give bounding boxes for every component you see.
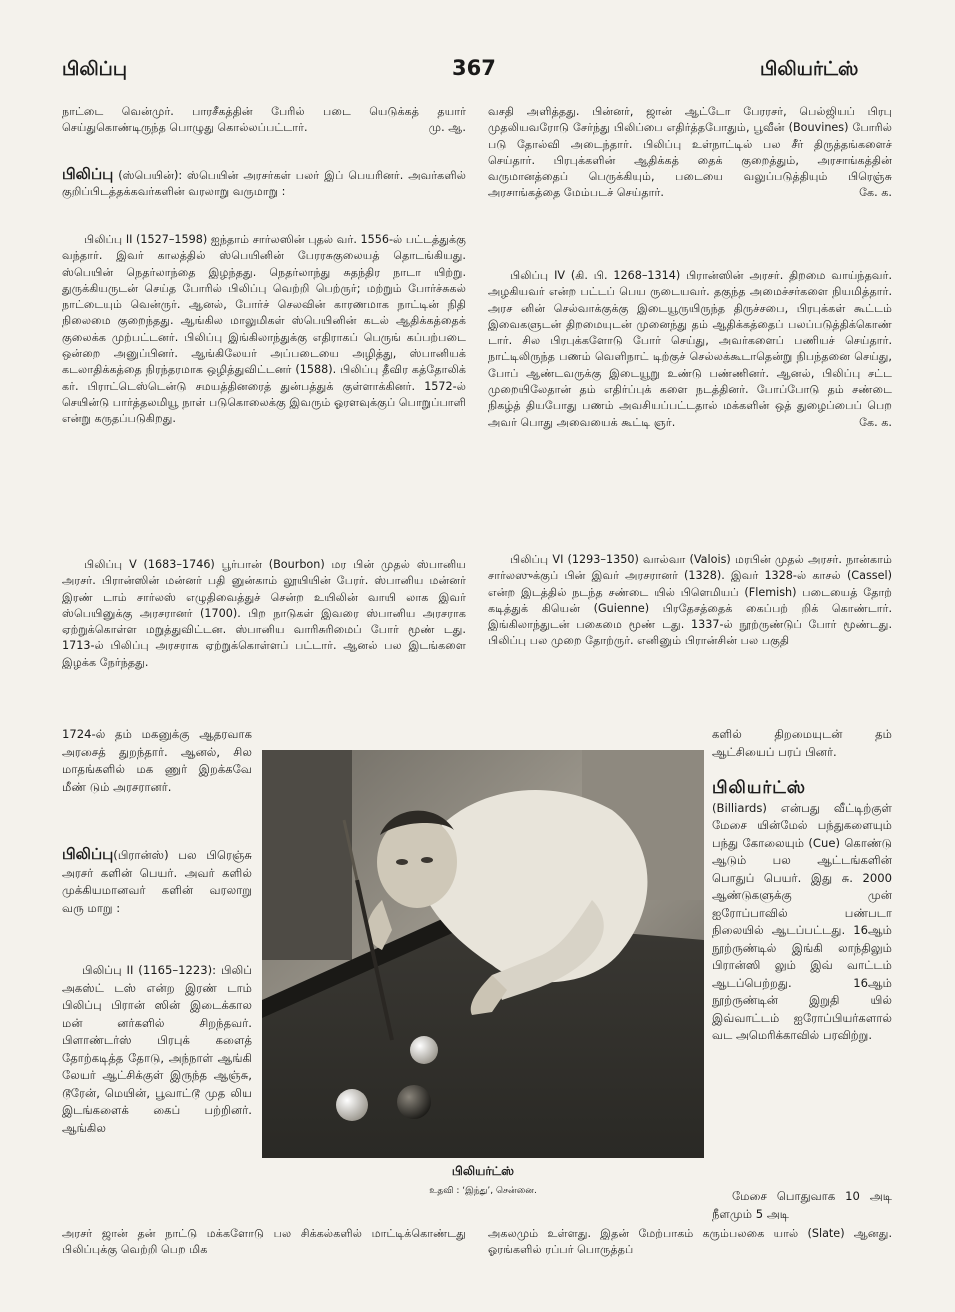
entry-philip-iv-france <box>488 268 892 431</box>
entry-text: பிலிப்பு II (1165–1223): பிலிப் அகஸ்ட் டஸ் என்ற இரண் டாம் பிலிப்பு பிரான் ஸின் இடைக்கால மன் னர்களில் சிறந்தவர். பிளாண்டர்ஸ் பிரபுக் களைத் தோற்கடித்த தோடு, அந்நாள் ஆங்கி லேயர் ஆட்சிக்குள் இருந்த ஆஞ்சு, டூரேன், மெயின், பூவாட்டூ முத லிய இடங்களைக் கைப் பற்றினர். ஆங்கில <box>62 963 252 1135</box>
entry-text: வசதி அளித்தது. பின்னர், ஜான் ஆட்டோ பேரரசர், பெல்ஜியப் பிரபு முதலியவரோடு சேர்ந்து பிலிப்பை எதிர்த்தபோதும், பூவீன் (Bouvines) போரில் படு தோல்வி அடைந்தார். பிலிப்பு உள்நாட்டில் பல சீர் திருத்தங்களைச் செய்தார். பிரபுக்களின் ஆதிக்கத் தைக் குறைத்தும், அரசாங்கத்தின் வருமானத்தைப் பெருக்கியும், படையை வலுப்படுத்தியும் பிரெஞ்சு அரசாங்கத்தை மேம்படச் செய்தார். <box>488 105 892 200</box>
entry-text: (Billiards) என்பது வீட்டிற்குள் மேசை யின்மேல் பந்துகளையும் பந்து கோலையும் (Cue) கொண்டு ஆடும் பல ஆட்டங்களின் பொதுப் பெயர். இது சு. 2000 ஆண்டுகளுக்கு முன் ஐரோப்பாவில் பண்படா நிலையில் ஆடப்பட்டது. 16ஆம் நூற்ருண்டில் இங்கி லாந்திலும் பிரான்ஸி லும் இவ் வாட்டம் ஆடப்பெற்றது. 16ஆம் நூற்ருண்டின் இறுதி யில் இவ்வாட்டம் ஐரோப்பியர்களால் வட அமெரிக்காவில் பரவிற்று. <box>712 800 892 1042</box>
entry-text: அகலமும் உள்ளது. இதன் மேற்பாகம் கரும்பலகை யால் (Slate) ஆனது. ஓரங்களில் ரப்பர் பொருத்தப் <box>488 1227 892 1257</box>
billiards-player-illustration <box>262 750 704 1158</box>
entry-text: பிலிப்பு V (1683–1746) பூர்பான் (Bourbon) மர பின் முதல் ஸ்பானிய அரசர். பிரான்ஸின் மன்னர் பதி னுன்காம் லூயியின் பேரர். ஸ்பானிய மன்னர் இரண் டாம் சார்லஸ் எழுதிவைத்துச் சென்ற உயிலின் வாயி லாக இவர் ஸ்பெயினுக்கு அரசரானர் (1700). பிற நாடுகள் இவரை ஸ்பானிய அரசராக ஏற்றுக்கொள்ள மறுத்துவிட்டன. ஸ்பானிய வாரிசுரிமைப் போர் மூண் டது. 1713-ல் பிலிப்பு அரசராக ஏற்றுக்கொள்ளப் பட்டார். ஆனல் பல இடங்களை இழக்க நேர்ந்தது. <box>62 558 466 669</box>
entry-billiards <box>712 780 892 1045</box>
figure-caption: பிலியர்ட்ஸ் <box>451 1164 515 1178</box>
billiards-photograph <box>262 750 704 1158</box>
entry-text: பிலிப்பு IV (கி. பி. 1268–1314) பிரான்ஸின் அரசர். திறமை வாய்ந்தவர். அழகியவர் என்ற பட்டப் பெய ருடையவர். தகுந்த அமைச்சர்களை நியமித்தார். அரச னின் செல்வாக்குக்கு இடையூருயிருந்த திருச்சபை, பிரபுக்கள் கூட்டம் இவைகளுடன் திறமையுடன் முனைந்து தம் ஆதிக்கத்தைப் பலப்படுத்திக்கொண் டார். சில பிரபுக்களோடு போர் செய்து, அவர்களைப் பணியச் செய்தார். நாட்டிலிருந்த பணம் வெளிநாட் டிற்குச் செல்லக்கூடாதென்று நிபந்தனை செய்து, போப் ஆண்டவருக்கு இடையூறு உண்டு பண்ணினர். ஆனல், பிலிப்பு சட்ட முறையிலேதான் தம் எதிர்ப்புக் களை நடத்தினர். போப்போடு தம் சண்டை நிகழ்த் தியபோது பணம் அவசியப்பட்டதால் மக்களின் ஒத் துழைப்பைப் பெற அவர் பொது அவையைக் கூட்டி ஞர். <box>488 269 892 429</box>
entry-philip-v-spain-cont <box>62 726 252 796</box>
entry-billiards-table <box>712 1188 892 1223</box>
entry-subheading: (பிரான்ஸ்) <box>113 848 169 862</box>
author-initials: கே. க. <box>859 186 892 200</box>
running-head-right: பிலியர்ட்ஸ் <box>760 58 859 80</box>
entry-philip-ii-france-bottom <box>62 1226 466 1259</box>
entry-heading: பிலிப்பு <box>62 845 114 863</box>
entry-philip-spain <box>62 166 466 201</box>
entry-philip-vi-france-cont <box>712 726 892 761</box>
entry-philip-vi-france <box>488 552 892 650</box>
entry-text: பிலிப்பு VI (1293–1350) வால்வா (Valois) மரபின் முதல் அரசர். நான்காம் சார்லஸுக்குப் பின் இவர் அரசரானர் (1328). இவர் 1328-ல் காசல் (Cassel) என்ற இடத்தில் நடந்த சண்டை யில் பிளெமியப் (Flemish) படையைத் தோற் கடித்துக் கியென் (Guienne) பிரதேசத்தைக் கைப்பற் றிக் கொண்டார். இங்கிலாந்துடன் பகைமை மூண் டது. 1337-ல் நூற்ருண்டுப் போர் மூண்டது. பிலிப்பு பல முறை தோற்ருர். எனினும் பிரான்சின் பல பகுதி <box>488 553 892 648</box>
entry-text: 1724-ல் தம் மகனுக்கு ஆதரவாக அரசைத் துறந்தார். ஆனல், சில மாதங்களில் மக ணுர் இறக்கவே மீண் டும் அரசரானர். <box>62 727 252 794</box>
entry-text: களில் திறமையுடன் தம் ஆட்சியைப் பரப் பினர். <box>712 727 892 759</box>
entry-text: பிலிப்பு II (1527–1598) ஐந்தாம் சார்லஸின் புதல் வர். 1556-ல் பட்டத்துக்கு வந்தார். இவர் காலத்தில் ஸ்பெயினின் பேரரசுகுலையத் தொடங்கியது. ஸ்பெயின் நெதர்லாந்தை இழந்தது. நெதர்லாந்து சுதந்திர நாடா யிற்று. துருக்கியருடன் செய்த போரில் பிலிப்பு வெற்றி பெற்ருர்; மற்றும் போர்ச்சுகல் நாட்டையும் வென்ருர். ஆனல், போர்ச் செலவின் காரணமாக நாட்டின் நிதி நிலைமை குறைந்தது. ஆங்கில மாலுமிகள் ஸ்பெயினின் கடல் ஆதிக்கத்தைக் குலைக்க முற்பட்டனர். பிலிப்பு இங்கிலாந்துக்கு எதிராகப் பெருங் கப்பற்படை ஒன்றை அனுப்பினர். ஆங்கிலேயர் அப்படையை அழித்து, ஸ்பானியக் கடலாதிக்கத்தை நிரந்தரமாக ஒழித்துவிட்டனர் (1588). பிலிப்பு தீவிர கத்தோலிக் கர். பிராட்டெஸ்டென்டு சமயத்தினரைத் துன்பத்துக் குள்ளாக்கினர். 1572-ல் செயின்டு பார்த்தலமியூ நாள் படுகொலைக்கு இவரும் ஓரளவுக்குப் பொறுப்பாளி என்று கருதப்படுகிறது. <box>62 233 466 426</box>
entry-continuation <box>62 104 466 137</box>
entry-philip-ii-spain <box>62 232 466 428</box>
entry-philip-ii-france <box>62 962 252 1137</box>
running-head-left: பிலிப்பு <box>62 58 127 80</box>
entry-text: அரசர் ஜான் தன் நாட்டு மக்களோடு பல சிக்கல்களில் மாட்டிக்கொண்டது பிலிப்புக்கு வெற்றி பெற மிக <box>62 1227 466 1257</box>
author-initials: கே. க. <box>859 415 892 429</box>
entry-philip-ii-france-cont <box>488 104 892 202</box>
entry-heading: பிலிப்பு <box>62 165 114 183</box>
entry-philip-france <box>62 846 252 917</box>
entry-text: பல பிரெஞ்சு அரசர் களின் பெயர். அவர் களில் முக்கியமானவர் களின் வரலாறு வரு மாறு : <box>62 848 252 915</box>
page-number: 367 <box>452 56 496 80</box>
entry-billiards-bottom <box>488 1226 892 1259</box>
entry-text: (ஸ்பெயின்): ஸ்பெயின் அரசர்கள் பலர் இப் பெயரினர். அவர்களில் குறிப்பிடத்தக்கவர்களின் வரலாறு வருமாறு : <box>62 169 466 199</box>
entry-text: மேசை பொதுவாக 10 அடி நீளமும் 5 அடி <box>712 1189 892 1221</box>
entry-text: நாட்டை வென்முர். பாரசீகத்தின் பேரில் படை யெடுக்கத் தயார் செய்துகொண்டிருந்த பொழுது கொல்லப்பட்டார். <box>62 105 466 135</box>
figure-credit: உதவி : ‘இந்து’, சென்னை. <box>429 1186 537 1196</box>
entry-philip-v-spain <box>62 557 466 671</box>
author-initials: மு. ஆ. <box>428 121 466 135</box>
entry-heading: பிலியர்ட்ஸ் <box>712 778 807 798</box>
